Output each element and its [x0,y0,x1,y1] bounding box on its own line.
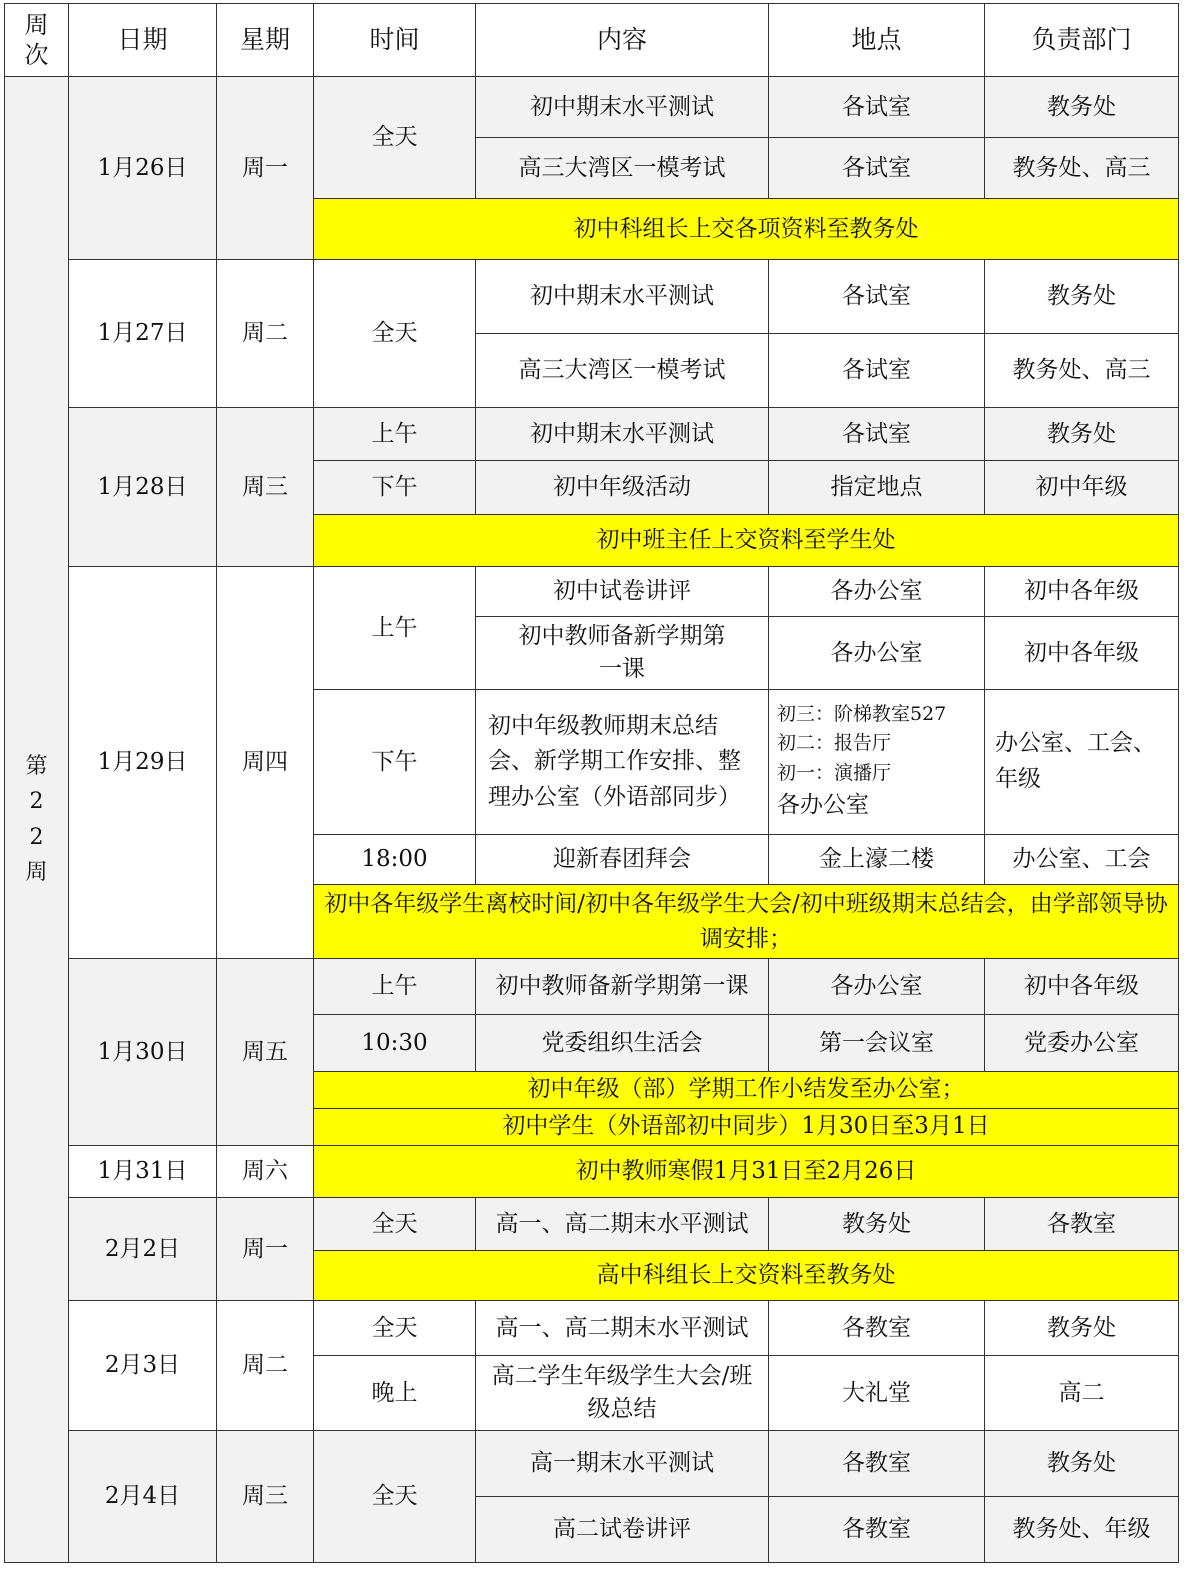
note-cell: 初中学生（外语部初中同步）1月30日至3月1日 [314,1109,1179,1146]
place-line: 初一：演播厅 [777,761,892,784]
dept-cell: 各教室 [985,1198,1179,1251]
content-cell: 高一、高二期末水平测试 [476,1301,769,1356]
weekday-cell: 周三 [217,1431,314,1563]
dept-cell: 教务处 [985,1431,1179,1497]
week-cell [5,77,69,1563]
table-row [5,567,1179,617]
place-cell: 大礼堂 [769,1356,985,1431]
dept-cell: 教务处、高三 [985,334,1179,408]
table-row [5,77,1179,138]
time-cell: 晚上 [314,1356,476,1431]
place-line: 各办公室 [777,792,869,819]
content-cell: 初中期末水平测试 [476,77,769,138]
content-cell: 初中期末水平测试 [476,260,769,334]
dept-text: 办公室、工会、年级 [995,730,1156,792]
place-cell: 各办公室 [769,959,985,1015]
content-cell [476,690,769,835]
time-cell: 10:30 [314,1015,476,1072]
note-cell: 初中年级（部）学期工作小结发至办公室； [314,1072,1179,1109]
time-cell: 上午 [314,408,476,461]
time-cell: 上午 [314,959,476,1015]
time-cell: 全天 [314,1198,476,1251]
content-text: 初中教师备新学期第一课 [518,622,726,682]
dept-cell: 初中各年级 [985,959,1179,1015]
date-cell: 1月31日 [69,1146,217,1198]
weekday-cell: 周五 [217,959,314,1146]
content-text: 高二学生年级学生大会/班级总结 [491,1362,753,1422]
schedule-table [4,3,1179,1563]
place-cell [769,690,985,835]
place-cell: 各试室 [769,260,985,334]
time-cell: 上午 [314,567,476,690]
content-cell: 初中教师备新学期第一课 [476,959,769,1015]
header-weekday: 星期 [217,4,314,77]
note-cell: 初中科组长上交各项资料至教务处 [314,199,1179,260]
table-row [5,1198,1179,1251]
content-cell: 高三大湾区一模考试 [476,334,769,408]
place-cell: 各试室 [769,408,985,461]
weekday-cell: 周二 [217,260,314,408]
weekday-cell: 周一 [217,1198,314,1301]
content-cell: 高一期末水平测试 [476,1431,769,1497]
dept-cell: 教务处 [985,260,1179,334]
dept-cell: 教务处、高三 [985,138,1179,199]
dept-cell: 党委办公室 [985,1015,1179,1072]
place-line: 初二：报告厅 [777,732,892,755]
header-dept: 负责部门 [985,4,1179,77]
dept-cell: 教务处 [985,408,1179,461]
content-cell [476,617,769,690]
weekday-cell: 周一 [217,77,314,260]
date-cell: 1月26日 [69,77,217,260]
date-cell: 2月2日 [69,1198,217,1301]
content-cell: 迎新春团拜会 [476,835,769,885]
header-week-label: 周次 [24,11,49,69]
content-text: 初中年级教师期末总结会、新学期工作安排、整理办公室（外语部同步） [488,712,741,810]
date-cell: 2月3日 [69,1301,217,1431]
dept-cell: 初中各年级 [985,617,1179,690]
table-row [5,1301,1179,1356]
date-cell: 1月28日 [69,408,217,567]
place-cell: 第一会议室 [769,1015,985,1072]
header-week [5,4,69,77]
table-row [5,1146,1179,1198]
date-cell: 1月30日 [69,959,217,1146]
time-cell: 全天 [314,260,476,408]
weekday-cell: 周三 [217,408,314,567]
time-cell: 全天 [314,77,476,199]
dept-cell [985,690,1179,835]
place-cell: 金上濠二楼 [769,835,985,885]
place-line: 初三：阶梯教室527 [777,703,947,726]
table-row [5,408,1179,461]
table-row [5,260,1179,334]
header-content: 内容 [476,4,769,77]
place-cell: 各教室 [769,1497,985,1563]
weekday-cell: 周四 [217,567,314,959]
content-cell: 高三大湾区一模考试 [476,138,769,199]
place-cell: 各办公室 [769,617,985,690]
dept-cell: 教务处、年级 [985,1497,1179,1563]
header-time: 时间 [314,4,476,77]
date-cell: 1月27日 [69,260,217,408]
schedule-frame [4,3,1179,1563]
content-cell: 初中年级活动 [476,461,769,515]
content-cell: 初中试卷讲评 [476,567,769,617]
place-cell: 各教室 [769,1301,985,1356]
dept-cell: 高二 [985,1356,1179,1431]
time-cell: 全天 [314,1431,476,1563]
note-cell: 初中教师寒假1月31日至2月26日 [314,1146,1179,1198]
table-row [5,959,1179,1015]
content-cell: 高一、高二期末水平测试 [476,1198,769,1251]
weekday-cell: 周二 [217,1301,314,1431]
header-place: 地点 [769,4,985,77]
dept-cell: 办公室、工会 [985,835,1179,885]
place-cell: 教务处 [769,1198,985,1251]
place-cell: 指定地点 [769,461,985,515]
week-label: 第22周 [25,754,48,885]
note-cell: 初中各年级学生离校时间/初中各年级学生大会/初中班级期末总结会，由学部领导协调安排； [314,885,1179,959]
content-cell: 高二试卷讲评 [476,1497,769,1563]
note-cell: 高中科组长上交资料至教务处 [314,1251,1179,1301]
place-cell: 各试室 [769,138,985,199]
content-cell: 党委组织生活会 [476,1015,769,1072]
dept-cell: 教务处 [985,77,1179,138]
table-row [5,1431,1179,1497]
dept-cell: 初中年级 [985,461,1179,515]
header-date: 日期 [69,4,217,77]
place-cell: 各试室 [769,77,985,138]
time-cell: 18:00 [314,835,476,885]
content-cell [476,1356,769,1431]
date-cell: 1月29日 [69,567,217,959]
place-cell: 各试室 [769,334,985,408]
header-row [5,4,1179,77]
time-cell: 下午 [314,690,476,835]
place-cell: 各办公室 [769,567,985,617]
place-cell: 各教室 [769,1431,985,1497]
time-cell: 全天 [314,1301,476,1356]
content-cell: 初中期末水平测试 [476,408,769,461]
note-cell: 初中班主任上交资料至学生处 [314,515,1179,567]
time-cell: 下午 [314,461,476,515]
dept-cell: 初中各年级 [985,567,1179,617]
weekday-cell: 周六 [217,1146,314,1198]
dept-cell: 教务处 [985,1301,1179,1356]
date-cell: 2月4日 [69,1431,217,1563]
